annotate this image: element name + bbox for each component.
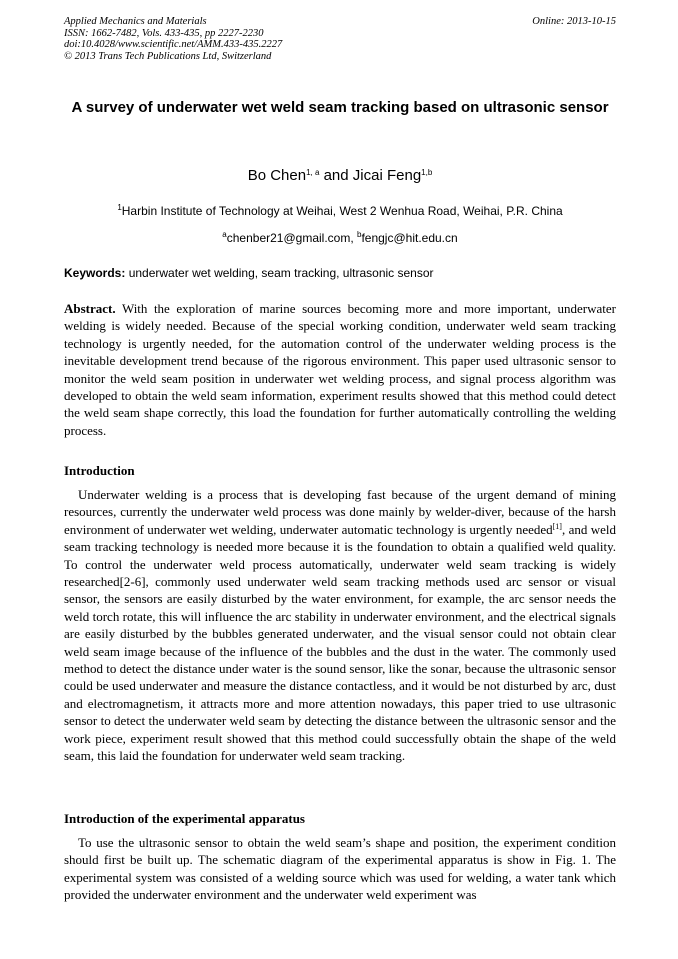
- body-text: Underwater welding is a process that is developing fast because of the urgent demand of mining resources, currently the underwater weld process was done mainly by welder-diver, because of the harsh environment of underwater wet welding, underwater automatic technology is urgently needed: [64, 487, 616, 537]
- introduction-paragraph: [64, 486, 616, 765]
- journal-copyright: © 2013 Trans Tech Publications Ltd, Switzerland: [64, 50, 272, 62]
- journal-name: Applied Mechanics and Materials: [64, 16, 207, 27]
- author-affiliation-mark: 1,b: [421, 168, 433, 177]
- email-link[interactable]: fengjc@hit.edu.cn: [361, 231, 458, 245]
- author-affiliation-mark: 1, a: [306, 168, 320, 177]
- author-name: Jicai Feng: [352, 167, 422, 184]
- section-heading: Introduction of the experimental apparatus: [64, 811, 305, 826]
- abstract-label: Abstract.: [64, 301, 116, 316]
- section-heading: Introduction: [64, 463, 135, 478]
- affiliation-text: Harbin Institute of Technology at Weihai, West 2 Wenhua Road, Weihai, P.R. China: [121, 204, 563, 218]
- email-mark: b: [357, 230, 362, 239]
- body-text: , and weld seam tracking technology is needed more because it is the foundation to obtain a qualified weld quality. To control the underwater weld process automatically, underwater weld seam tracking is widely researched[2-6], commonly used underwater weld seam tracking methods used arc sensor or visual sensor, the sensors are easily disturbed by the water environment, for example, the arc sensor needs the weld torch rotate, this will influence the arc stability in underwater environment, and the electrical signals are easily disturbed by the bubbles generated underwater, and the visual sensor could not obtain clear weld seam image because of the influence of the bubbles and the dust in the water. The commonly used method to detect the distance under water is the sound sensor, like the sonar, because the ultrasonic sensor could be used underwater and measure the distance contactless, and it would be not disturbed by arc, dust and electromagnetism, it attracts more and more attention nowadays, this paper tried to use ultrasonic sensor to detect the underwater weld seam by detecting the distance between the ultrasonic sensor and the work piece, experiment result showed that this method could successfully obtain the shape of the weld seam, this laid the foundation for underwater weld seam tracking.: [64, 521, 616, 764]
- abstract: [64, 300, 616, 439]
- author-conjunction: and: [319, 167, 353, 184]
- abstract-text: With the exploration of marine sources becoming more and more important, underwater welding is widely needed. Because of the special working condition, underwater weld seam tracking technology is urgently needed, for the automation control of the underwater welding process is the inevitable development trend because of the rigorous environment. This paper used ultrasonic sensor to monitor the weld seam position in underwater wet welding process, and signal process algorithm was developed to obtain the weld seam information, experiment results showed that this method could detect the weld seam shape correctly, this load the foundation for further automatically controlling the welding process.: [64, 301, 616, 438]
- email-mark: a: [222, 230, 227, 239]
- affiliation: [64, 204, 616, 218]
- journal-header: [64, 16, 616, 62]
- keywords-label: Keywords:: [64, 266, 126, 280]
- author-name: Bo Chen: [247, 167, 307, 184]
- keywords: [64, 266, 616, 280]
- experimental-paragraph: To use the ultrasonic sensor to obtain the weld seam’s shape and position, the experiment condition should first be built up. The schematic diagram of the experimental apparatus is show in Fig. 1. The experimental system was consisted of a welding source which was used for welding, a water tank which provided the underwater environment and the underwater weld experiment was: [64, 835, 616, 903]
- journal-doi[interactable]: doi:10.4028/www.scientific.net/AMM.433-435.2227: [64, 39, 283, 50]
- email-link[interactable]: chenber21@gmail.com,: [226, 231, 357, 245]
- paper-title: A survey of underwater wet weld seam tracking based on ultrasonic sensor: [71, 99, 609, 116]
- affiliation-mark: 1: [117, 203, 122, 212]
- online-date: Online: 2013-10-15: [532, 16, 616, 27]
- citation-link[interactable]: [1]: [552, 521, 562, 531]
- author-line: [64, 167, 616, 185]
- journal-issn: ISSN: 1662-7482, Vols. 433-435, pp 2227-2230: [64, 27, 264, 39]
- author-emails: [64, 231, 616, 245]
- keywords-text: underwater wet welding, seam tracking, ultrasonic sensor: [125, 266, 434, 280]
